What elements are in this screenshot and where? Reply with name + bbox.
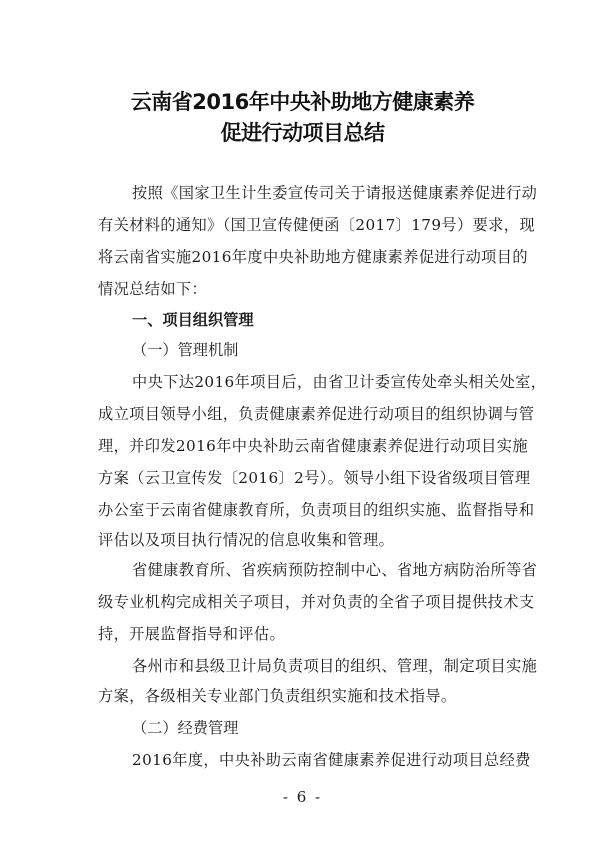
paragraph-line: 中央下达2016年项目后，由省卫计委宣传处牵头相关处室， — [132, 373, 547, 391]
paragraph-line: 理，并印发2016年中央补助云南省健康素养促进行动项目实施 — [98, 437, 528, 455]
paragraph-line: 持，开展监督指导和评估。 — [98, 625, 286, 643]
paragraph-line: 各州市和县级卫计局负责项目的组织、管理，制定项目实施 — [132, 657, 538, 675]
intro-line: 将云南省实施2016年度中央补助地方健康素养促进行动项目的 — [98, 248, 528, 266]
paragraph-line: 方案，各级相关专业部门负责组织实施和技术指导。 — [98, 687, 457, 705]
subsection-heading: （一）管理机制 — [132, 341, 239, 359]
paragraph-line: 方案（云卫宣传发〔2016〕2号）。领导小组下设省级项目管理 — [98, 469, 531, 487]
paragraph-line: 评估以及项目执行情况的信息收集和管理。 — [98, 531, 395, 549]
page-number: - 6 - — [282, 788, 323, 806]
subsection-heading: （二）经费管理 — [132, 719, 239, 737]
intro-line: 情况总结如下： — [98, 280, 208, 298]
document-title-line-2: 促进行动项目总结 — [220, 121, 385, 145]
intro-line: 按照《国家卫生计生委宣传司关于请报送健康素养促进行动 — [132, 184, 538, 202]
intro-line: 有关材料的通知》（国卫宣传健便函〔2017〕179号）要求，现 — [98, 216, 535, 234]
paragraph-line: 2016年度，中央补助云南省健康素养促进行动项目总经费 — [132, 751, 531, 769]
section-heading: 一、项目组织管理 — [132, 311, 254, 329]
paragraph-line: 办公室于云南省健康教育所，负责项目的组织实施、监督指导和 — [98, 501, 535, 519]
paragraph-line: 成立项目领导小组，负责健康素养促进行动项目的组织协调与管 — [98, 405, 535, 423]
paragraph-line: 级专业机构完成相关子项目，并对负责的全省子项目提供技术支 — [98, 593, 535, 611]
document-title-line-1: 云南省2016年中央补助地方健康素养 — [130, 90, 475, 114]
paragraph-line: 省健康教育所、省疾病预防控制中心、省地方病防治所等省 — [132, 561, 538, 579]
